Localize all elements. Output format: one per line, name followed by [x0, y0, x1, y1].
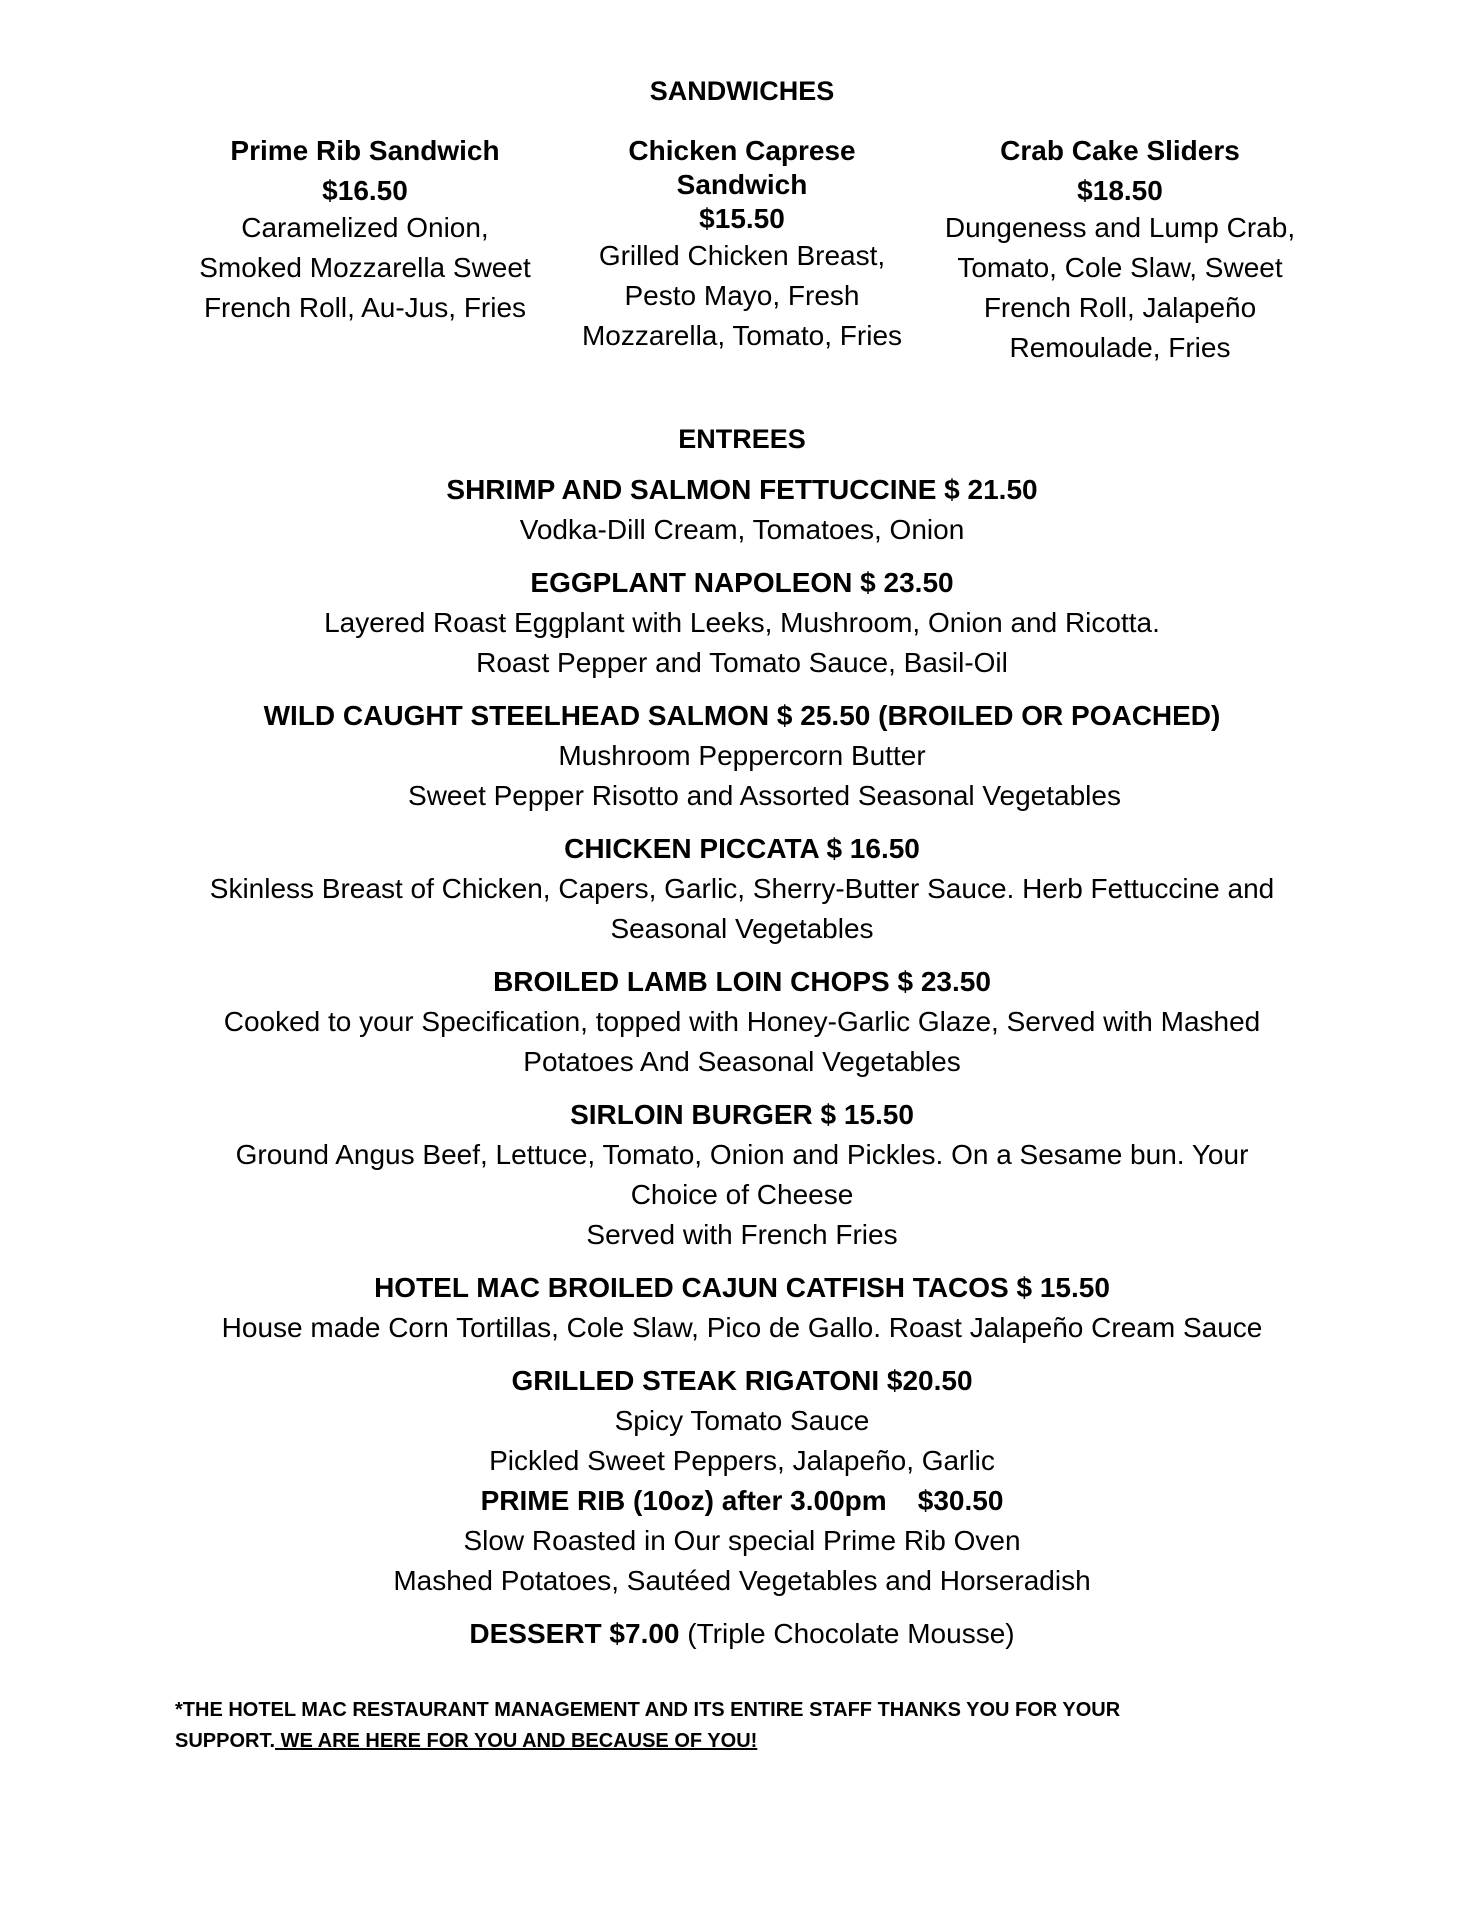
- entree-desc-line: Slow Roasted in Our special Prime Rib Oven: [463, 1525, 1021, 1556]
- entree-desc-line: Spicy Tomato Sauce: [614, 1405, 870, 1436]
- entree-desc-line: Mashed Potatoes, Sautéed Vegetables and Horseradish: [393, 1565, 1091, 1596]
- entree-heading: BROILED LAMB LOIN CHOPS $ 23.50: [493, 966, 991, 997]
- dessert-line: [0, 1614, 1484, 1654]
- entree-desc-line: Vodka-Dill Cream, Tomatoes, Onion: [519, 514, 965, 545]
- sandwich-name: Prime Rib Sandwich: [230, 135, 500, 166]
- entree-desc-line: Roast Pepper and Tomato Sauce, Basil-Oil: [476, 647, 1008, 678]
- sandwich-name-cont: Sandwich: [676, 169, 808, 200]
- dessert-note: (Triple Chocolate Mousse): [687, 1618, 1015, 1649]
- sandwich-prime-rib: [175, 134, 555, 328]
- footer-note: [175, 1695, 1295, 1757]
- entree-desc-line: Choice of Cheese: [630, 1179, 854, 1210]
- sandwich-desc-line: French Roll, Jalapeño: [983, 292, 1257, 323]
- sandwich-desc-line: Remoulade, Fries: [1009, 332, 1231, 363]
- sandwich-desc-line: Tomato, Cole Slaw, Sweet: [957, 252, 1283, 283]
- entree-desc-line: Mushroom Peppercorn Butter: [558, 740, 926, 771]
- sandwich-desc-line: Dungeness and Lump Crab,: [944, 212, 1296, 243]
- sandwich-desc-line: French Roll, Au-Jus, Fries: [203, 292, 527, 323]
- sandwich-name: Crab Cake Sliders: [1000, 135, 1240, 166]
- sandwich-chicken-caprese: [552, 134, 932, 356]
- sandwich-name: Chicken Caprese: [628, 135, 856, 166]
- entree-desc-line: Seasonal Vegetables: [610, 913, 874, 944]
- footer-line: *THE HOTEL MAC RESTAURANT MANAGEMENT AND ITS ENTIRE STAFF THANKS YOU FOR YOUR: [175, 1699, 1121, 1721]
- sandwich-desc-line: Pesto Mayo, Fresh: [624, 280, 860, 311]
- entree-heading: PRIME RIB (10oz) after 3.00pm $30.50: [480, 1485, 1004, 1516]
- sandwich-desc-line: Grilled Chicken Breast,: [598, 240, 886, 271]
- entrees-title: ENTREES: [678, 424, 806, 454]
- sandwich-price: $15.50: [699, 203, 785, 234]
- entree-desc-line: Cooked to your Specification, topped with Honey-Garlic Glaze, Served with Mashed: [223, 1006, 1261, 1037]
- entree-desc-line: Ground Angus Beef, Lettuce, Tomato, Onion and Pickles. On a Sesame bun. Your: [235, 1139, 1249, 1170]
- entree-heading: SHRIMP AND SALMON FETTUCCINE $ 21.50: [446, 474, 1038, 505]
- dessert-label: DESSERT $7.00: [469, 1618, 680, 1649]
- entree-heading: GRILLED STEAK RIGATONI $20.50: [511, 1365, 973, 1396]
- footer-line: [175, 1726, 1295, 1757]
- sandwich-crab-cake-sliders: [930, 134, 1310, 368]
- entree-heading: SIRLOIN BURGER $ 15.50: [570, 1099, 914, 1130]
- entree-desc-line: House made Corn Tortillas, Cole Slaw, Pico de Gallo. Roast Jalapeño Cream Sauce: [221, 1312, 1263, 1343]
- entree-desc-line: Skinless Breast of Chicken, Capers, Garlic, Sherry-Butter Sauce. Herb Fettuccine and: [209, 873, 1275, 904]
- entree-desc-line: Layered Roast Eggplant with Leeks, Mushroom, Onion and Ricotta.: [324, 607, 1160, 638]
- sandwich-price: $16.50: [322, 175, 408, 206]
- entree-desc-line: Sweet Pepper Risotto and Assorted Seasonal Vegetables: [408, 780, 1121, 811]
- entree-heading: WILD CAUGHT STEELHEAD SALMON $ 25.50 (BROILED OR POACHED): [263, 700, 1221, 731]
- entree-desc-line: Potatoes And Seasonal Vegetables: [523, 1046, 961, 1077]
- sandwich-desc-line: Caramelized Onion,: [241, 212, 489, 243]
- sandwich-desc-line: Smoked Mozzarella Sweet: [199, 252, 531, 283]
- entree-heading: HOTEL MAC BROILED CAJUN CATFISH TACOS $ 15.50: [374, 1272, 1110, 1303]
- sandwich-desc-line: Mozzarella, Tomato, Fries: [581, 320, 903, 351]
- entree-desc-line: Served with French Fries: [586, 1219, 898, 1250]
- footer-text: SUPPORT.: [175, 1730, 276, 1752]
- sandwiches-title: SANDWICHES: [649, 76, 835, 106]
- entrees-list: [0, 470, 1484, 1654]
- entree-heading: EGGPLANT NAPOLEON $ 23.50: [530, 567, 954, 598]
- entree-heading: CHICKEN PICCATA $ 16.50: [564, 833, 920, 864]
- entree-desc-line: Pickled Sweet Peppers, Jalapeño, Garlic: [489, 1445, 995, 1476]
- sandwich-price: $18.50: [1077, 175, 1163, 206]
- footer-underlined-text: WE ARE HERE FOR YOU AND BECAUSE OF YOU!: [275, 1730, 758, 1752]
